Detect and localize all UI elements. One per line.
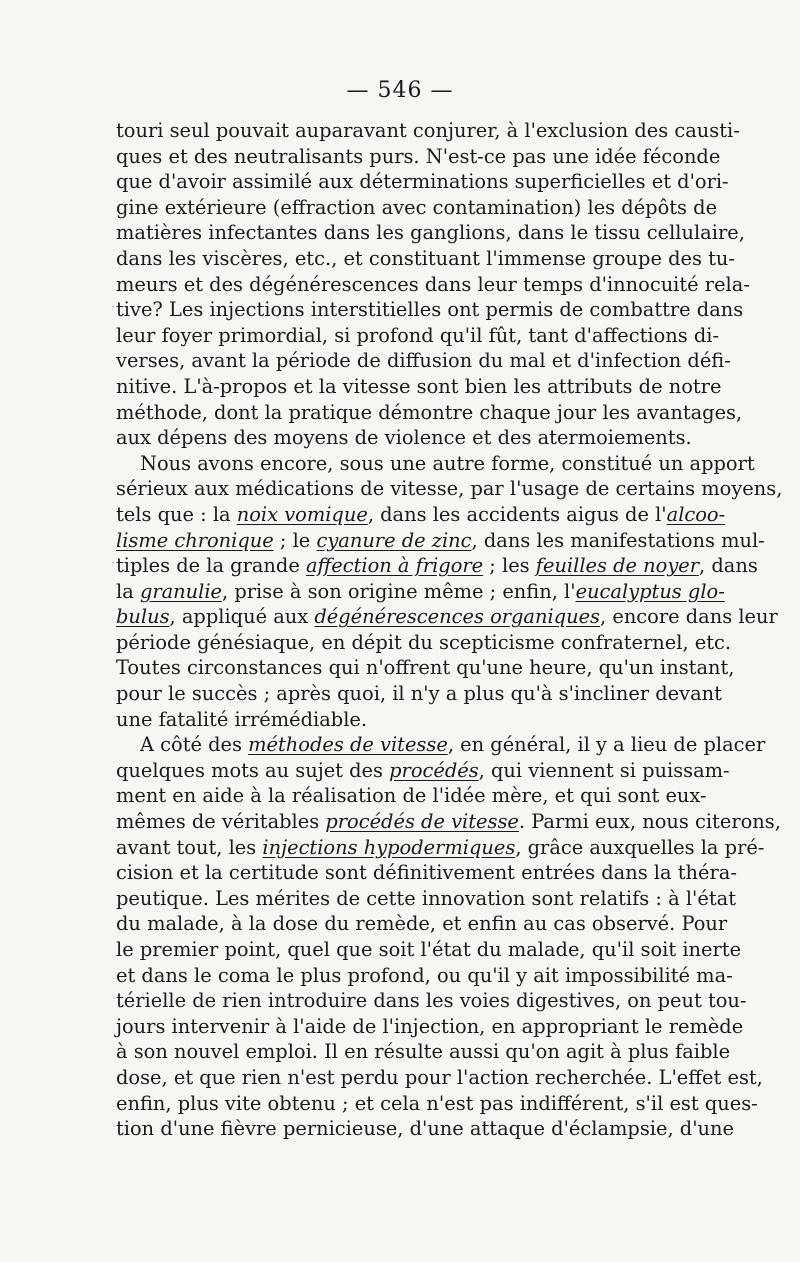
text-line <box>116 732 766 758</box>
text-segment: ; le <box>273 528 317 552</box>
text-line <box>116 348 731 374</box>
text-segment: matières infectantes dans les ganglions, dans le tissu cellulaire, <box>116 221 745 245</box>
emphasized-term: cyanure de zinc <box>316 528 472 552</box>
text-line <box>116 681 722 707</box>
text-segment: , qui viennent si puissam- <box>478 758 730 782</box>
text-segment: le premier point, quel que soit l'état du malade, qu'il soit inerte <box>116 938 742 961</box>
text-segment: ques et des neutralisants purs. N'est-ce pas une idée féconde <box>116 144 721 168</box>
text-segment: meurs et des dégénérescences dans leur temps d'innocuité rela- <box>116 272 750 296</box>
text-segment: à son nouvel emploi. Il en résulte aussi qu'on agit à plus faible <box>116 1040 731 1064</box>
page-number: — 546 — <box>346 78 454 103</box>
text-segment: tiples de la grande <box>116 554 306 578</box>
text-line <box>116 553 758 579</box>
text-segment: mêmes de véritables <box>116 810 326 834</box>
text-segment: dans les viscères, etc., et constituant l'immense groupe des tu- <box>116 246 735 270</box>
text-line <box>116 425 692 451</box>
text-line <box>116 144 721 170</box>
emphasized-term: procédés de vitesse <box>325 810 519 834</box>
text-segment: , dans <box>699 554 758 578</box>
text-segment: , grâce auxquelles la pré- <box>515 835 765 859</box>
text-segment: jours intervenir à l'aide de l'injection, en appropriant le remède <box>116 1014 744 1038</box>
text-line <box>116 988 747 1014</box>
text-line <box>116 246 735 272</box>
text-segment: , appliqué aux <box>169 605 315 629</box>
text-line <box>116 1014 744 1040</box>
text-segment: ; les <box>483 554 536 578</box>
text-segment: et dans le coma le plus profond, ou qu'il y ait impossibilité ma- <box>116 963 733 987</box>
emphasized-term: procédés <box>389 758 479 782</box>
text-line <box>116 630 732 656</box>
text-line <box>116 1116 734 1142</box>
text-segment: une fatalité irrémédiable. <box>116 707 368 731</box>
text-line <box>116 195 718 221</box>
text-line <box>116 783 707 809</box>
emphasized-term: feuilles de noyer <box>535 554 700 578</box>
text-segment: tion d'une fièvre pernicieuse, d'une attaque d'éclampsie, d'une <box>116 1117 734 1141</box>
text-line <box>116 937 742 963</box>
text-segment: . Parmi eux, nous citerons, <box>518 810 781 834</box>
text-segment: tive? Les injections interstitielles ont permis de combattre dans <box>116 298 744 322</box>
text-line <box>116 963 733 989</box>
text-segment: la <box>116 579 140 603</box>
text-line <box>116 272 750 298</box>
text-line <box>116 400 743 426</box>
text-segment: , prise à son origine même ; enfin, l' <box>222 579 576 603</box>
emphasized-term: alcoo- <box>666 502 726 526</box>
text-segment: gine extérieure (effraction avec contamination) les dépôts de <box>116 195 718 219</box>
text-line <box>116 502 726 528</box>
text-line <box>116 1039 731 1065</box>
emphasized-term: noix vomique <box>236 502 368 526</box>
text-line <box>116 118 740 144</box>
text-line <box>116 220 745 246</box>
emphasized-term: injections hypodermiques <box>262 835 516 859</box>
emphasized-term: bulus <box>116 605 170 629</box>
text-segment: Toutes circonstances qui n'offrent qu'une heure, qu'un instant, <box>116 656 735 680</box>
text-segment: avant tout, les <box>116 835 263 859</box>
text-segment: du malade, à la dose du remède, et enfin au cas observé. Pour <box>116 912 728 936</box>
text-line <box>116 835 765 861</box>
text-segment: période génésiaque, en dépit du scepticisme confraternel, etc. <box>116 630 732 654</box>
text-line <box>116 886 736 912</box>
text-segment: cision et la certitude sont définitivement entrées dans la théra- <box>116 861 737 885</box>
text-segment: Nous avons encore, sous une autre forme, constitué un apport <box>140 451 755 475</box>
text-line <box>116 707 682 733</box>
text-line <box>116 374 722 400</box>
emphasized-term: granulie <box>139 579 223 603</box>
text-line <box>116 758 730 784</box>
emphasized-term: lisme chronique <box>116 528 274 552</box>
text-segment: quelques mots au sujet des <box>116 758 390 782</box>
text-segment: sérieux aux médications de vitesse, par l'usage de certains moyens, <box>116 477 783 501</box>
text-segment: méthode, dont la pratique démontre chaque jour les avantages, <box>116 400 743 424</box>
text-segment: , dans les accidents aigus de l' <box>367 502 667 526</box>
text-line <box>116 297 744 323</box>
text-segment: ment en aide à la réalisation de l'idée mère, et qui sont eux- <box>116 784 707 808</box>
text-segment: tels que : la <box>116 502 237 526</box>
text-segment: enfin, plus vite obtenu ; et cela n'est pas indifférent, s'il est ques- <box>116 1091 758 1115</box>
body-text <box>116 118 783 1142</box>
text-line <box>116 451 755 477</box>
text-line <box>116 323 720 349</box>
emphasized-term: eucalyptus glo- <box>575 579 725 603</box>
text-line <box>116 476 783 502</box>
text-line <box>116 809 781 835</box>
text-segment: nitive. L'à-propos et la vitesse sont bien les attributs de notre <box>116 374 722 398</box>
text-segment: , en général, il y a lieu de placer <box>447 733 766 757</box>
text-segment: touri seul pouvait auparavant conjurer, à l'exclusion des causti- <box>116 119 740 142</box>
emphasized-term: dégénérescences organiques <box>314 605 601 629</box>
text-segment: aux dépens des moyens de violence et des atermoiements. <box>116 426 692 450</box>
text-segment: verses, avant la période de diffusion du mal et d'infection défi- <box>116 349 731 373</box>
text-segment: térielle de rien introduire dans les voies digestives, on peut tou- <box>116 989 747 1013</box>
text-line <box>116 1091 758 1117</box>
text-line <box>116 604 778 630</box>
emphasized-term: méthodes de vitesse <box>248 733 448 757</box>
text-line <box>116 655 735 681</box>
text-segment: , dans les manifestations mul- <box>471 528 765 552</box>
text-segment: , encore dans leur <box>600 605 778 629</box>
text-line <box>116 169 729 195</box>
text-segment: peutique. Les mérites de cette innovation sont relatifs : à l'état <box>116 886 736 910</box>
text-line <box>116 528 765 554</box>
text-segment: que d'avoir assimilé aux déterminations superficielles et d'ori- <box>116 170 729 194</box>
emphasized-term: affection à frigore <box>305 554 484 578</box>
text-segment: A côté des <box>140 733 249 757</box>
text-segment: dose, et que rien n'est perdu pour l'action recherchée. L'effet est, <box>116 1065 763 1089</box>
text-line <box>116 911 728 937</box>
text-segment: pour le succès ; après quoi, il n'y a plus qu'à s'incliner devant <box>116 682 722 706</box>
text-line <box>116 860 737 886</box>
text-segment: leur foyer primordial, si profond qu'il fût, tant d'affections di- <box>116 323 720 347</box>
text-line <box>116 1065 763 1091</box>
text-line <box>116 579 725 605</box>
